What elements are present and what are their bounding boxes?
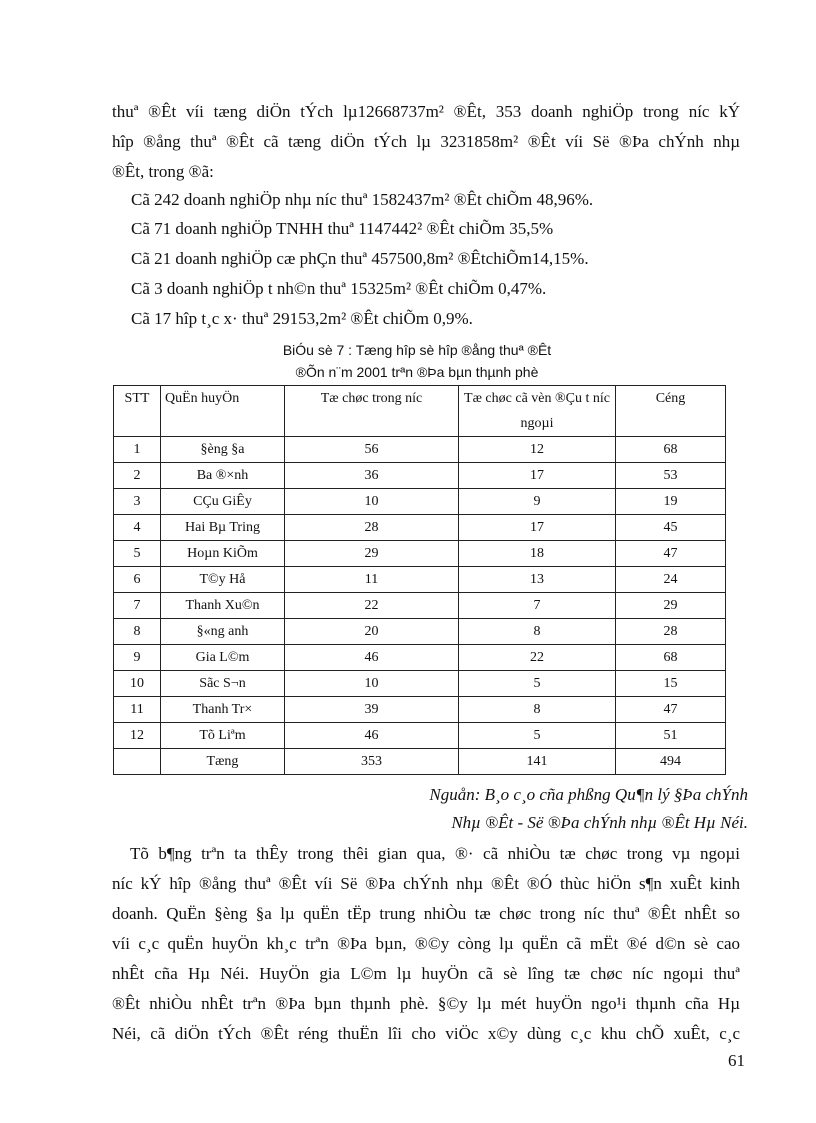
cell-foreign: 5: [459, 723, 616, 749]
list-item: Cã 242 doanh nghiÖp nhµ níc thuª 1582437m² ®Êt chiÕm 48,96%.: [131, 190, 594, 209]
cell-domestic: 28: [285, 515, 459, 541]
body-line: nhÊt cña Hµ Néi. HuyÖn gia L©m lµ huyÖn cã sè lîng tæ chøc níc ngoµi thuª: [112, 964, 740, 983]
cell-total: 47: [616, 541, 726, 567]
cell-domestic: 10: [285, 489, 459, 515]
cell-stt: 6: [114, 567, 161, 593]
list-item: Cã 3 doanh nghiÖp t nh©n thuª 15325m² ®Êt chiÕm 0,47%.: [131, 279, 547, 298]
intro-line: ®Êt, trong ®ã:: [112, 162, 214, 181]
cell-foreign: 5: [459, 671, 616, 697]
cell-total: 494: [616, 749, 726, 775]
cell-domestic: 46: [285, 723, 459, 749]
cell-total: 53: [616, 463, 726, 489]
table-caption-line1: BiÓu sè 7 : Tæng hîp sè hîp ®ång thuª ®Êt: [282, 342, 552, 358]
cell-foreign: 7: [459, 593, 616, 619]
table-row: [114, 515, 726, 541]
cell-domestic: 11: [285, 567, 459, 593]
cell-district: Thanh Xu©n: [161, 593, 285, 619]
cell-total: 28: [616, 619, 726, 645]
cell-total: 19: [616, 489, 726, 515]
cell-foreign: 17: [459, 515, 616, 541]
list-item: Cã 71 doanh nghiÖp TNHH thuª 1147442² ®Êt chiÕm 35,5%: [131, 219, 554, 238]
cell-stt: 1: [114, 437, 161, 463]
table-row: [114, 463, 726, 489]
cell-foreign: 18: [459, 541, 616, 567]
cell-district: T©y Hå: [161, 567, 285, 593]
body-line: ®Êt nhiÒu nhÊt trªn ®Þa bµn thµnh phè. §©y lµ mét huyÖn ngo¹i thµnh cña Hµ: [112, 994, 740, 1013]
cell-district: Tõ Liªm: [161, 723, 285, 749]
cell-domestic: 29: [285, 541, 459, 567]
cell-domestic: 10: [285, 671, 459, 697]
cell-district: CÇu GiÊy: [161, 489, 285, 515]
cell-domestic: 36: [285, 463, 459, 489]
cell-total: 68: [616, 645, 726, 671]
cell-domestic: 20: [285, 619, 459, 645]
body-line: Néi, cã diÖn tÝch ®Êt réng thuËn lîi cho viÖc x©y dùng c¸c khu chÕ xuÊt, c¸c: [112, 1024, 740, 1043]
table-row: [114, 697, 726, 723]
cell-district: Sãc S¬n: [161, 671, 285, 697]
cell-district: Gia L©m: [161, 645, 285, 671]
list-item: Cã 17 hîp t¸c x· thuª 29153,2m² ®Êt chiÕm 0,9%.: [131, 309, 473, 328]
cell-foreign: 8: [459, 619, 616, 645]
cell-stt: 11: [114, 697, 161, 723]
cell-domestic: 39: [285, 697, 459, 723]
cell-stt: 10: [114, 671, 161, 697]
table-header-row: [114, 386, 726, 437]
cell-domestic: 56: [285, 437, 459, 463]
table-row: [114, 671, 726, 697]
contracts-table: [113, 385, 726, 775]
cell-district: Tæng: [161, 749, 285, 775]
cell-foreign: 13: [459, 567, 616, 593]
cell-domestic: 46: [285, 645, 459, 671]
source-line2: Nhµ ®Êt - Së ®Þa chÝnh nhµ ®Êt Hµ Néi.: [451, 813, 748, 832]
cell-foreign: 9: [459, 489, 616, 515]
cell-district: Hoµn KiÕm: [161, 541, 285, 567]
body-paragraph: [112, 839, 740, 1049]
table-row: [114, 541, 726, 567]
cell-stt: 8: [114, 619, 161, 645]
table-row: [114, 619, 726, 645]
cell-stt: 12: [114, 723, 161, 749]
body-line: Tõ b¶ng trªn ta thÊy trong thêi gian qua, ®· cã nhiÒu tæ chøc trong vµ ngoµi: [130, 844, 740, 863]
cell-total: 47: [616, 697, 726, 723]
cell-stt: 7: [114, 593, 161, 619]
cell-foreign: 141: [459, 749, 616, 775]
cell-district: Hai Bµ Tring: [161, 515, 285, 541]
cell-domestic: 22: [285, 593, 459, 619]
cell-total: 29: [616, 593, 726, 619]
cell-district: Thanh Tr×: [161, 697, 285, 723]
cell-domestic: 353: [285, 749, 459, 775]
header-domestic: Tæ chøc trong níc: [285, 386, 459, 437]
body-line: níc kÝ hîp ®ång thuª ®Êt víi Së ®Þa chÝnh nhµ ®Êt ®Ó thùc hiÖn s¶n xuÊt kinh: [112, 874, 740, 893]
table-row: [114, 567, 726, 593]
cell-stt: 3: [114, 489, 161, 515]
cell-total: 24: [616, 567, 726, 593]
intro-paragraph: [112, 97, 740, 187]
header-total: Céng: [616, 386, 726, 437]
cell-foreign: 17: [459, 463, 616, 489]
table-row: [114, 723, 726, 749]
cell-district: §èng §a: [161, 437, 285, 463]
cell-total: 51: [616, 723, 726, 749]
cell-stt: 4: [114, 515, 161, 541]
cell-foreign: 8: [459, 697, 616, 723]
header-stt: STT: [114, 386, 161, 437]
cell-stt: 2: [114, 463, 161, 489]
page-number: 61: [728, 1051, 745, 1070]
table-row: [114, 645, 726, 671]
cell-district: Ba ®×nh: [161, 463, 285, 489]
table-row: [114, 593, 726, 619]
cell-district: §«ng anh: [161, 619, 285, 645]
source-line1: Nguån: B¸o c¸o cña phßng Qu¶n lý §Þa chÝnh: [429, 785, 748, 804]
cell-foreign: 12: [459, 437, 616, 463]
header-district: QuËn huyÖn: [161, 386, 285, 437]
table-row: [114, 437, 726, 463]
body-line: doanh. QuËn §èng §a lµ quËn tËp trung nhiÒu tæ chøc trong níc thuª ®Êt nhÊt so: [112, 904, 740, 923]
table-caption-line2: ®Õn n¨m 2001 trªn ®Þa bµn thµnh phè: [295, 364, 539, 380]
cell-foreign: 22: [459, 645, 616, 671]
cell-stt: 5: [114, 541, 161, 567]
cell-total: 45: [616, 515, 726, 541]
intro-line: thuª ®Êt víi tæng diÖn tÝch lµ12668737m² ®Êt, 353 doanh nghiÖp trong níc kÝ: [112, 102, 740, 121]
cell-total: 68: [616, 437, 726, 463]
body-line: víi c¸c quËn huyÖn kh¸c trªn ®Þa bµn, ®©y còng lµ quËn cã mËt ®é d©n sè cao: [112, 934, 740, 953]
list-item: Cã 21 doanh nghiÖp cæ phÇn thuª 457500,8m² ®ÊtchiÕm14,15%.: [131, 249, 589, 268]
header-foreign: Tæ chøc cã vèn ®Çu t níc ngoµi: [459, 386, 616, 437]
cell-stt: 9: [114, 645, 161, 671]
intro-line: hîp ®ång thuª ®Êt cã tæng diÖn tÝch lµ 3231858m² ®Êt víi Së ®Þa chÝnh nhµ: [112, 132, 740, 151]
cell-stt: [114, 749, 161, 775]
cell-total: 15: [616, 671, 726, 697]
table-row: [114, 489, 726, 515]
table-total-row: [114, 749, 726, 775]
